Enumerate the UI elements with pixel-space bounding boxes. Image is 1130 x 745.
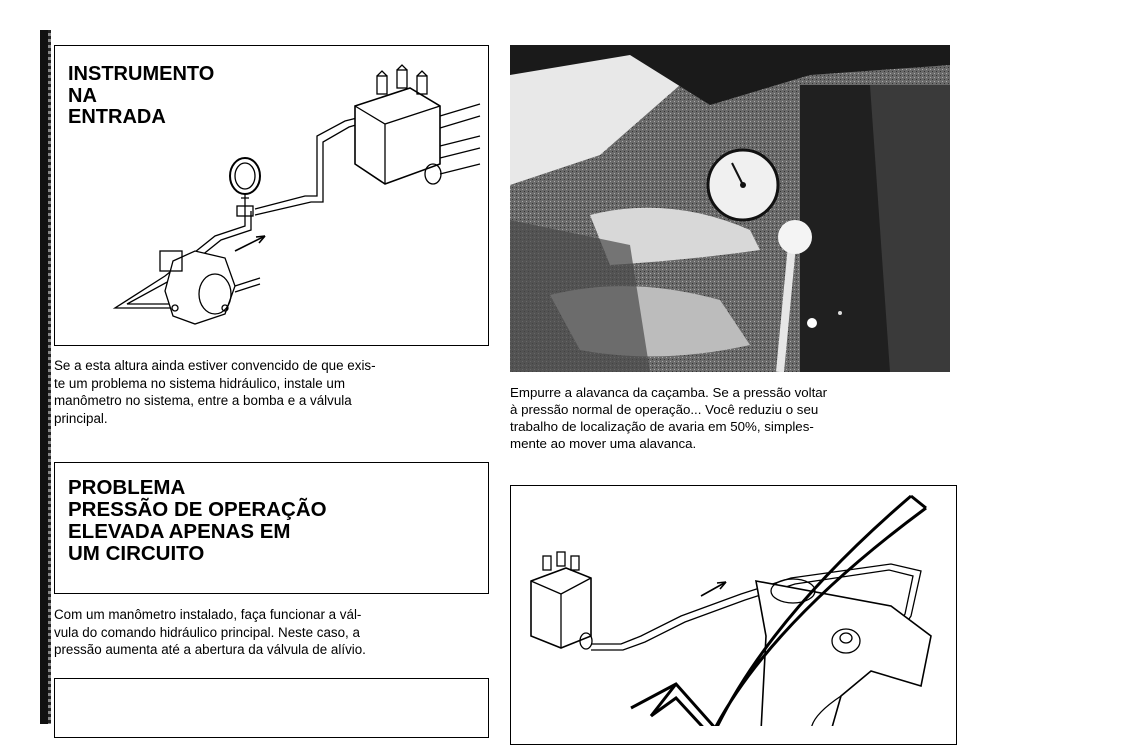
- inlet-instrument-box: [54, 45, 489, 346]
- problem-paragraph: [54, 606, 494, 659]
- valve-cylinder-box: [510, 485, 957, 745]
- scan-edge-texture: [48, 30, 51, 724]
- lever-gauge-photo: [510, 45, 950, 372]
- lever-caption: [510, 384, 960, 452]
- caption-line: à pressão normal de operação... Você reduziu o seu: [510, 402, 819, 417]
- inlet-instrument-heading: INSTRUMENTO NA ENTRADA: [68, 63, 215, 129]
- paragraph-line: Com um manômetro instalado, faça funcionar a vál-: [54, 607, 362, 622]
- caption-line: trabalho de localização de avaria em 50%, simples-: [510, 419, 814, 434]
- paragraph-line: principal.: [54, 410, 108, 426]
- problem-box: [54, 462, 489, 594]
- photo-rendering: [510, 45, 950, 372]
- inlet-instrument-paragraph: [54, 357, 494, 427]
- paragraph-line: Se a esta altura ainda estiver convencido de que exis-: [54, 358, 376, 373]
- paragraph-line: manômetro no sistema, entre a bomba e a válvula: [54, 393, 352, 408]
- scan-edge-bar: [40, 30, 48, 724]
- pump-gauge-valve-diagram: [55, 46, 487, 344]
- valve-cylinder-diagram: [511, 486, 955, 726]
- problem-heading: PROBLEMA PRESSÃO DE OPERAÇÃO ELEVADA APENAS EM UM CIRCUITO: [68, 476, 327, 566]
- paragraph-line: te um problema no sistema hidráulico, instale um: [54, 375, 346, 391]
- paragraph-line: vula do comando hidráulico principal. Neste caso, a: [54, 624, 360, 640]
- caption-line: mente ao mover uma alavanca.: [510, 436, 697, 451]
- next-section-box: [54, 678, 489, 738]
- paragraph-line: pressão aumenta até a abertura da válvula de alívio.: [54, 642, 366, 657]
- caption-line: Empurre a alavanca da caçamba. Se a pressão voltar: [510, 385, 828, 400]
